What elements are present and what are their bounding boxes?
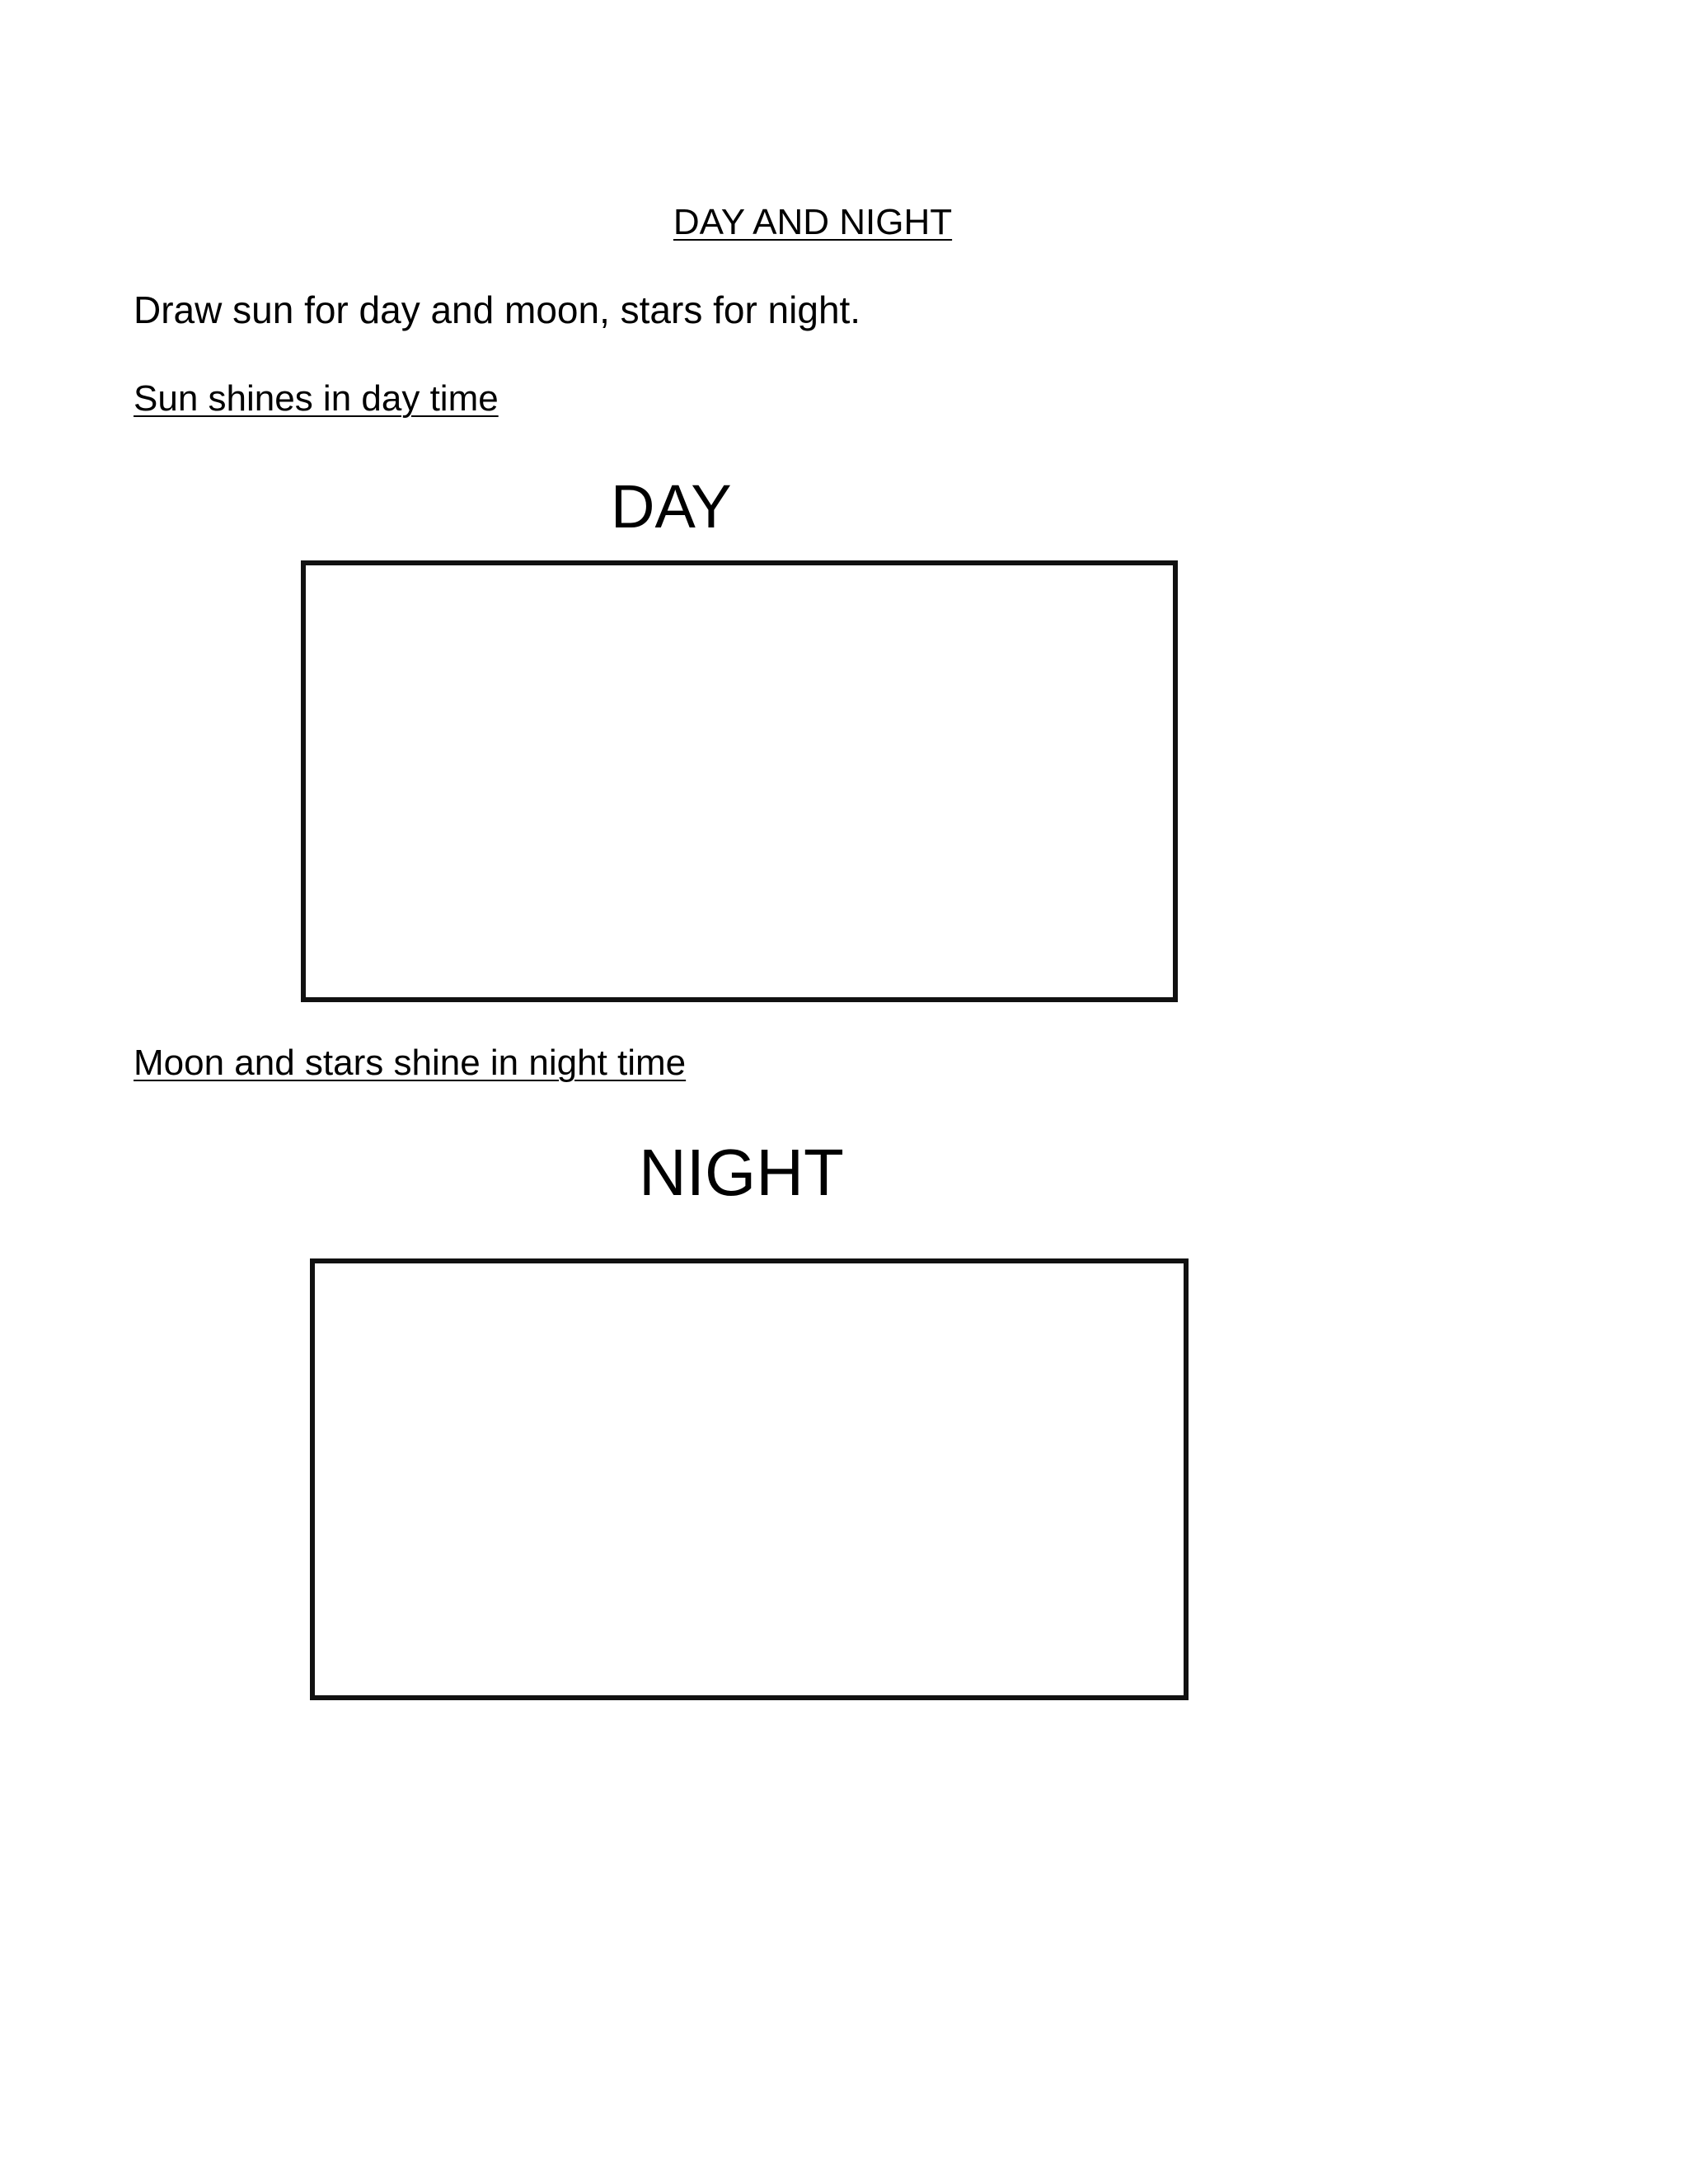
day-drawing-box[interactable] [301,560,1178,1002]
night-label: NIGHT [639,1136,844,1209]
day-label: DAY [611,472,732,541]
worksheet-title: DAY AND NIGHT [673,202,953,242]
instruction-text: Draw sun for day and moon, stars for night. [134,288,861,331]
night-caption: Moon and stars shine in night time [134,1043,687,1083]
night-drawing-box[interactable] [310,1258,1189,1700]
day-caption: Sun shines in day time [134,378,499,419]
